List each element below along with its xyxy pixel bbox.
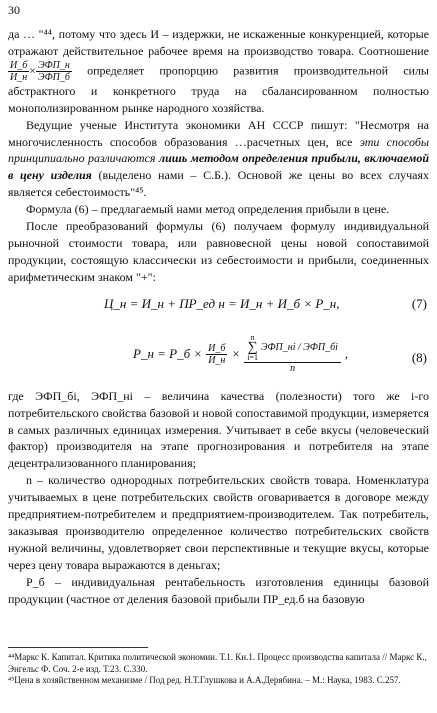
paragraph-5: где ЭФП_бi, ЭФП_нi – величина качества (полезности) того же i-го потребительского свойства базовой и новой сопоставимой продукции, измеряется в самых различных единицах измерения. Учитывает в себе вкусы (человеческий фактор) производителя на этапе прогнозирования и потребителя на этапе децентрализованного планирования; — [8, 388, 429, 471]
formula-7-expression: Ц_н = И_н + ПР_ед н = И_н + И_б × Р_н, — [104, 295, 340, 311]
formula-8 — [8, 330, 429, 388]
paragraph-1: да … "⁴⁴, потому что здесь И – издержки, не искаженные конкуренцией, которые отражают действительное рабочее время на производство товара. Соотношение $\frac{И\_б}{И\_н}$ × $\frac{\text{ЭФП\_н}}{\text{ЭФП\_б}}$ определяет пропорцию развития производительной силы абстрактного и конкретного труда на сбалансированном полностью монополизированном рынке народного хозяйства. — [8, 27, 429, 115]
ratio-num-1: И_б — [10, 59, 28, 71]
ratio-fraction-2 — [36, 60, 72, 83]
footnote-divider — [8, 647, 148, 648]
paragraph-2-end: (выделено нами – С.Б.). Основой же цены во всех случаях является себестоимость"⁴⁵. — [8, 168, 429, 200]
page-number: 30 — [8, 3, 20, 17]
paragraph-7: Р_б – индивидуальная рентабельность изготовления единицы базовой продукции (частное от деления базовой прибыли ПР_ед.б на базовую — [8, 574, 429, 606]
ratio-den-2: ЭФП_б — [38, 71, 70, 83]
ratio-den-1: И_н — [10, 71, 28, 83]
formula-8-big-fraction — [244, 334, 341, 375]
formula-8-num-text: ЭФП_нi / ЭФП_бi — [260, 341, 338, 353]
ratio-num-2: ЭФП_н — [36, 60, 72, 72]
formula-8-number: (8) — [411, 349, 427, 365]
formula-8-denominator: n — [290, 362, 296, 374]
formula-8-numerator — [244, 334, 341, 363]
formula-7 — [8, 286, 429, 330]
paragraph-4: После преобразований формулы (6) получаем формулу индивидуальной рыночной стоимости товара, или равновесной цены новой сопоставимой продукции, состоящую классически из себестоимости и прибыли, соединенных арифметическим знаком "+": — [8, 219, 429, 284]
footnote-44: ⁴⁴Маркс К. Капитал. Критика политической экономии. Т.1. Кн.1. Процесс производства капитала // Маркс К., Энгельс Ф. Соч. 2-е изд. Т.23. С.330. — [8, 652, 427, 674]
paragraph-2-start: Ведущие ученые Института экономики АН СССР пишут: "Несмотря на многочисленность способов образования …расчетных цен, все — [8, 117, 429, 149]
sum-sign: ∑ — [247, 339, 258, 355]
paragraph-1-tail: определяет пропорцию развития производительной силы абстрактного и конкретного труда на сбалансированном полностью монополизированном рынке народного хозяйства. — [8, 63, 429, 115]
formula-8-comma: , — [344, 345, 349, 361]
formula-8-expression — [133, 334, 348, 375]
paragraph-2-italic: эти способы принципиально различаются — [8, 134, 430, 166]
paragraph-1-text: да … "⁴⁴, потому что здесь И – издержки, не искаженные конкуренцией, которые отражают действительное рабочее время на производство товара. Соотношение — [8, 27, 429, 58]
formula-7-number: (7) — [411, 295, 427, 311]
formula-8-ratio-den: И_н — [208, 354, 226, 366]
sum-top: n — [250, 332, 255, 342]
paragraph-6: n – количество однородных потребительских свойств товара. Номенклатура учитываемых в цене потребительских свойств оговаривается в договоре между предприятием-потребителем и предприятием-производителем. Так потребитель, заказывая производителю определенное количество потребительских свойств нужной величины, удовлетворяет свои перспективные и текущие вкусы, которые через цену товара выражаются в деньгах; — [8, 473, 429, 572]
formula-8-ratio — [206, 343, 227, 366]
footnote-45: ⁴⁵Цена в хозяйственном механизме / Под ред. Н.Т.Глушкова и А.А.Дерябина. – М.: Наука, 1983. С.257. — [8, 675, 401, 685]
main-text — [8, 26, 429, 607]
formula-8-times: × — [231, 345, 241, 361]
sum-icon — [247, 334, 258, 362]
footnotes — [8, 652, 429, 687]
paragraph-2 — [8, 117, 429, 202]
paragraph-2-bold: лишь методом определения прибыли, включаемой в цену изделия — [8, 151, 430, 183]
paragraph-3: Формула (6) – предлагаемый нами метод определения прибыли в цене. — [26, 202, 390, 217]
ratio-fraction-1 — [8, 60, 29, 83]
formula-8-lhs: Р_н = Р_б × — [133, 345, 203, 361]
formula-8-ratio-num: И_б — [208, 342, 226, 354]
sum-bottom: i=1 — [247, 352, 258, 362]
